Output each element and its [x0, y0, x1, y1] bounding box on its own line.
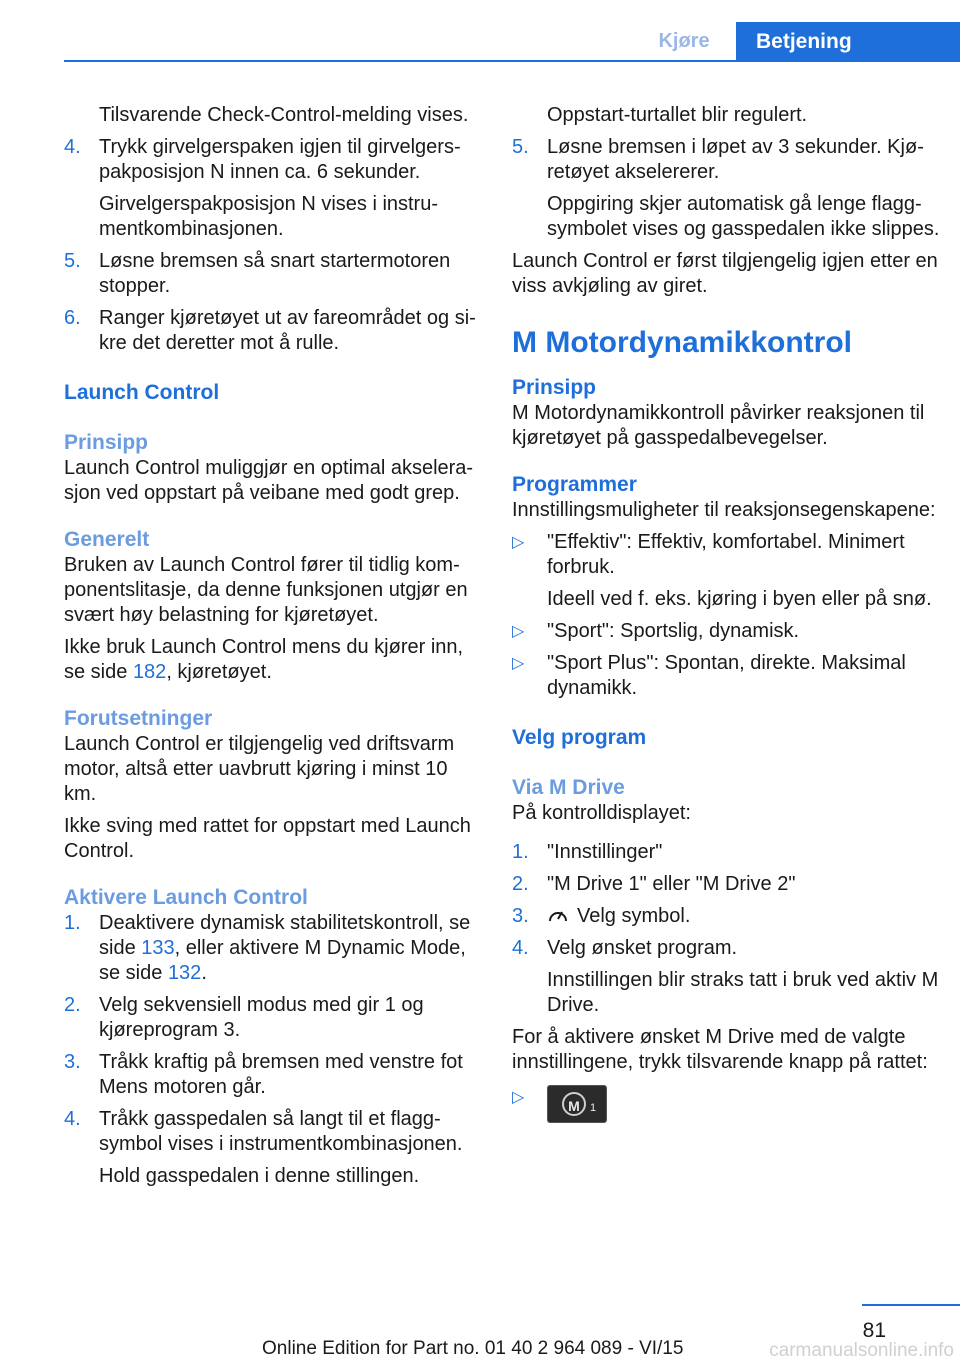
paragraph: Girvelgerspakposisjon N vises i instrumentkombinasjonen.: [99, 193, 439, 240]
step-text: "M Drive 1" eller "M Drive 2": [547, 873, 796, 895]
heading-m-motordynamikkontrol: M Motordynamikkontrol: [512, 326, 853, 359]
step-text: "Innstillinger": [547, 841, 663, 863]
paragraph: Ikke bruk Launch Control mens du kjører inn, se side 182, kjøretøyet.: [64, 636, 464, 683]
paragraph: Tilsvarende Check-Control-melding vises.: [99, 104, 469, 126]
bullet-text: "Sport Plus": Spontan, direkte. Maksimal dynamikk.: [547, 652, 906, 699]
paragraph: Hold gasspedalen i denne stillingen.: [99, 1165, 420, 1187]
list-item: [512, 904, 942, 929]
list-item: [512, 872, 942, 897]
list-item: [64, 306, 480, 356]
step-number: 6.: [64, 307, 81, 329]
page-link[interactable]: 182: [132, 661, 167, 683]
step-text: Velg sekvensiell modus med gir 1 og kjøreprogram 3.: [99, 994, 424, 1041]
step-number: 3.: [64, 1051, 81, 1073]
heading-launch-control: Launch Control: [64, 381, 220, 404]
heading-via-m-drive: Via M Drive: [512, 776, 625, 799]
list-item: [512, 936, 942, 961]
step-number: 2.: [64, 994, 81, 1016]
page-link[interactable]: 132: [167, 962, 202, 984]
triangle-bullet-icon: ▷: [512, 1089, 525, 1106]
heading-generelt: Generelt: [64, 528, 150, 551]
list-item: [512, 840, 942, 865]
header-rule: [64, 60, 960, 62]
paragraph: Launch Control er tilgjengelig ved driftsvarm motor, altså etter uavbrutt kjøring i minst 10 km.: [64, 733, 455, 805]
step-text: Velg ønsket program.: [547, 937, 738, 959]
paragraph: Launch Control er først tilgjengelig igjen etter en viss avkjøling av giret.: [512, 250, 938, 297]
list-item: [64, 249, 480, 299]
list-item: [64, 1050, 480, 1100]
step-number: 4.: [64, 1108, 81, 1130]
edition-text: Online Edition for Part no. 01 40 2 964 089 - VI/15: [262, 1338, 684, 1359]
heading-velg-program: Velg program: [512, 726, 647, 749]
list-item: [64, 1107, 480, 1157]
section-tab-betjening[interactable]: Betjening: [736, 22, 960, 60]
paragraph: Innstillingen blir straks tatt i bruk ved aktiv M Drive.: [547, 969, 939, 1016]
step-text: Løsne bremsen i løpet av 3 sekunder. Kjøretøyet akselererer.: [547, 136, 924, 183]
heading-forutsetninger: Forutsetninger: [64, 707, 213, 730]
step-number: 1.: [512, 841, 529, 863]
bullet-text: "Effektiv": Effektiv, komfortabel. Minimert forbruk.: [547, 531, 905, 578]
list-item: [64, 993, 480, 1043]
watermark: carmanualsonline.info: [769, 1340, 954, 1361]
list-item: [512, 651, 942, 701]
step-number: 4.: [512, 937, 529, 959]
paragraph: Launch Control muliggjør en optimal akselerasjon ved oppstart på veibane med godt grep.: [64, 457, 474, 504]
step-number: 4.: [64, 136, 81, 158]
paragraph: M Motordynamikkontroll påvirker reaksjonen til kjøretøyet på gasspedalbevegelser.: [512, 402, 925, 449]
triangle-bullet-icon: ▷: [512, 623, 525, 640]
step-number: 5.: [64, 250, 81, 272]
page-header: [0, 0, 960, 62]
speedometer-icon: [547, 906, 569, 924]
left-column: [64, 103, 480, 1196]
step-text: Deaktivere dynamisk stabilitetskontroll, se side 133, eller aktivere M Dynamic Mode, se side 132.: [99, 912, 471, 984]
paragraph: Ikke sving med rattet for oppstart med Launch Control.: [64, 815, 471, 862]
heading-programmer: Programmer: [512, 473, 637, 496]
page-footer: [0, 1300, 960, 1362]
triangle-bullet-icon: ▷: [512, 655, 525, 672]
list-item: [64, 911, 480, 986]
paragraph: Oppgiring skjer automatisk gå lenge flaggsymbolet vises og gasspedalen ikke slippes.: [547, 193, 940, 240]
step-number: 3.: [512, 905, 529, 927]
list-item: [64, 135, 480, 185]
list-item: [512, 619, 942, 644]
step-text: Ranger kjøretøyet ut av fareområdet og sikre det deretter mot å rulle.: [99, 307, 476, 354]
paragraph: På kontrolldisplayet:: [512, 802, 691, 824]
paragraph: Oppstart-turtallet blir regulert.: [547, 104, 808, 126]
step-text: Tråkk kraftig på bremsen med venstre fot Mens motoren går.: [99, 1051, 463, 1098]
m-drive-1-button-icon: M 1: [547, 1085, 607, 1123]
step-text: Trykk girvelgerspaken igjen til girvelgerspakposisjon N innen ca. 6 sekunder.: [99, 136, 461, 183]
page-link[interactable]: 133: [141, 937, 175, 959]
page-number: 81: [862, 1319, 886, 1342]
step-text: Velg symbol.: [547, 904, 942, 929]
footer-rule: [862, 1304, 960, 1306]
step-number: 5.: [512, 136, 529, 158]
paragraph: Bruken av Launch Control fører til tidlig komponentslitasje, da denne funksjonen utgjør en svært høy belastning for kjøretøyet.: [64, 554, 468, 626]
list-item: [512, 530, 942, 580]
step-text: Tråkk gasspedalen så langt til et flaggsymbol vises i instrumentkombinasjonen.: [99, 1108, 463, 1155]
right-column: [512, 103, 942, 1137]
section-tab-kjore[interactable]: Kjøre: [658, 29, 710, 52]
triangle-bullet-icon: ▷: [512, 534, 525, 551]
paragraph: Ideell ved f. eks. kjøring i byen eller på snø.: [547, 588, 932, 610]
bullet-text: "Sport": Sportslig, dynamisk.: [547, 620, 800, 642]
list-item: [512, 1085, 942, 1130]
paragraph: Innstillingsmuligheter til reaksjonsegenskapene:: [512, 499, 936, 521]
paragraph: For å aktivere ønsket M Drive med de valgte innstillingene, trykk tilsvarende knapp på rattet:: [512, 1026, 928, 1073]
step-number: 2.: [512, 873, 529, 895]
step-text: Løsne bremsen så snart startermotoren stopper.: [99, 250, 451, 297]
heading-prinsipp: Prinsipp: [512, 376, 597, 399]
heading-aktivere: Aktivere Launch Control: [64, 886, 308, 909]
list-item: [512, 135, 942, 185]
heading-prinsipp: Prinsipp: [64, 431, 149, 454]
step-number: 1.: [64, 912, 81, 934]
